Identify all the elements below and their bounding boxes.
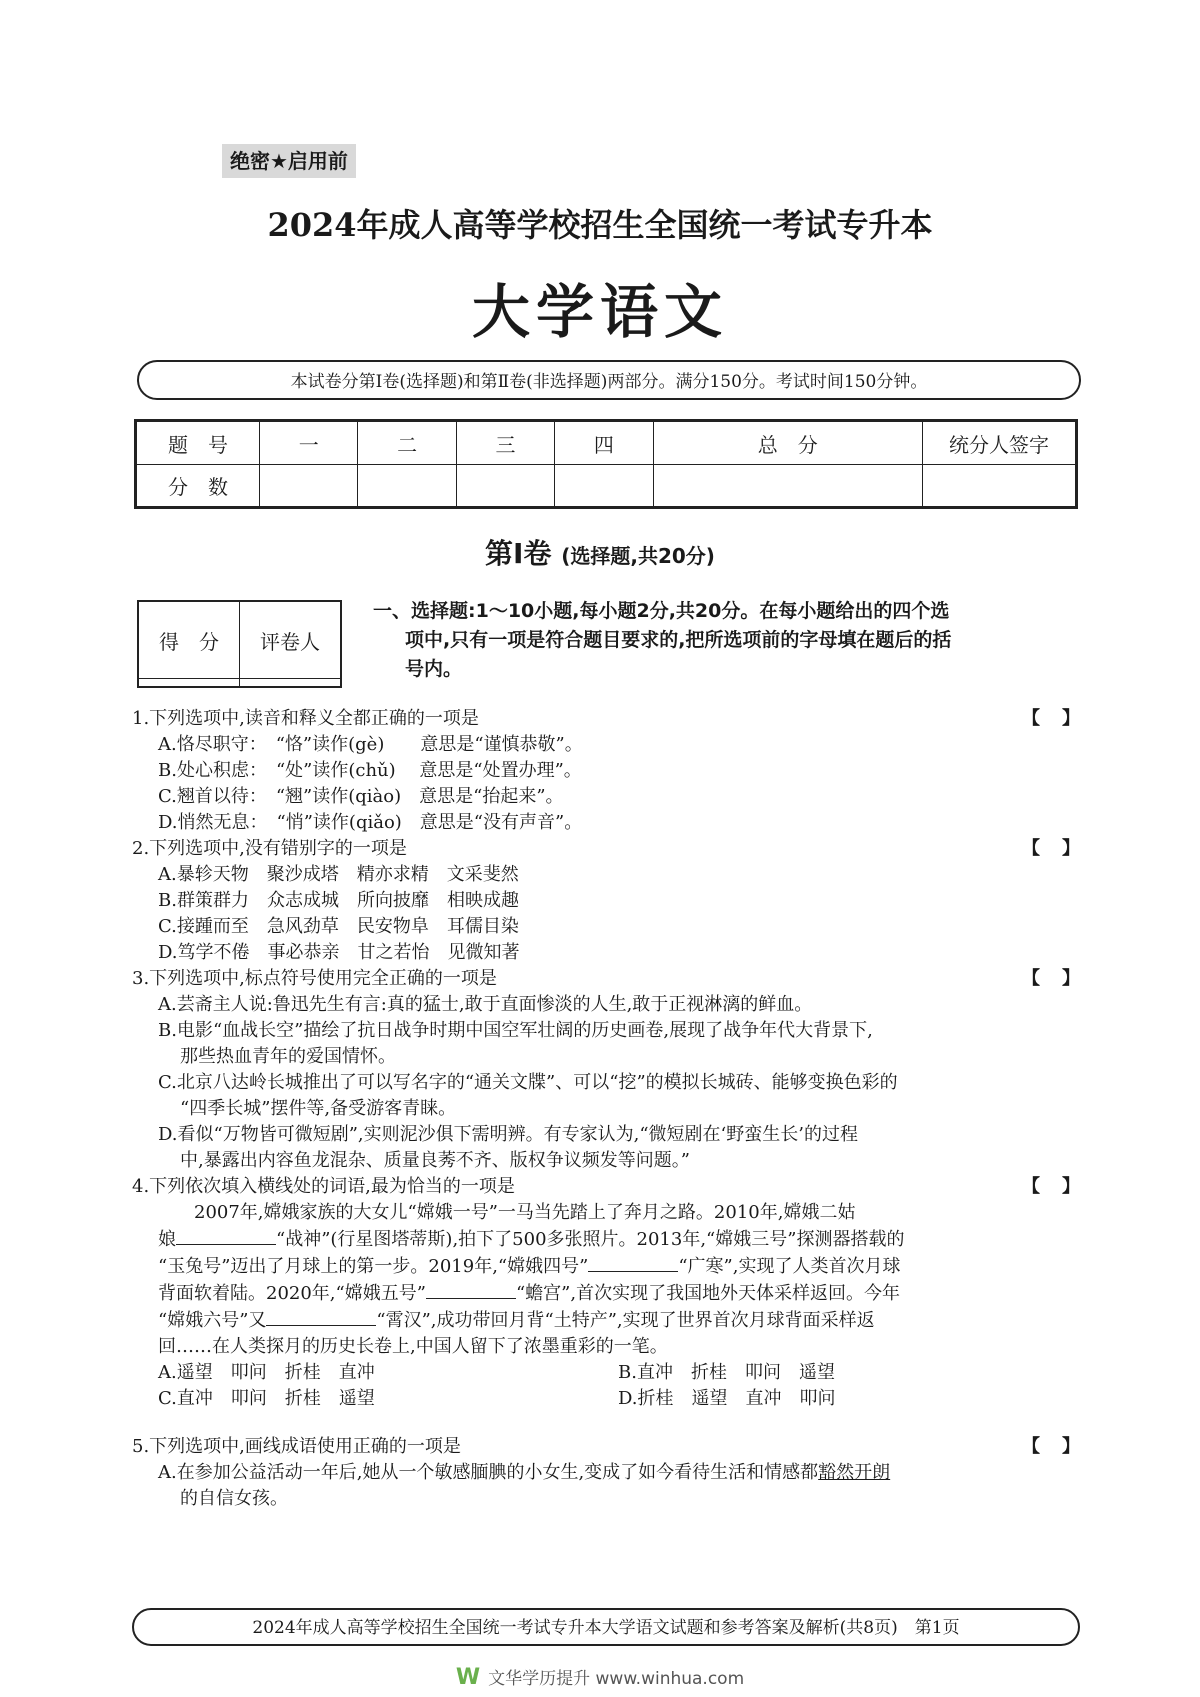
exam-intro: 本试卷分第Ⅰ卷(选择题)和第Ⅱ卷(非选择题)两部分。满分150分。考试时间150分钟。 [137,360,1081,400]
option-row [132,1360,1082,1386]
option-b: B.群策群力 众志成城 所向披靡 相映成趣 [158,890,519,911]
question-stem: 4.下列依次填入横线处的词语,最为恰当的一项是 [132,1176,515,1197]
score-table-header: 统分人签字 [923,421,1077,465]
answer-bracket[interactable]: 【 】 [1022,968,1082,989]
option-c [132,1070,1082,1122]
option-a: A.暴轸天物 聚沙成塔 精亦求精 文采斐然 [158,864,519,885]
option-a: A.恪尽职守： “恪”读作(gè) 意思是“谨慎恭敬”。 [158,734,583,755]
option-b: B.处心积虑： “处”读作(chǔ) 意思是“处置办理”。 [158,760,582,781]
option-a: A.遥望 叩问 折桂 直冲 [158,1362,375,1383]
score-cell[interactable] [456,465,554,508]
option-row [132,1386,1082,1412]
option-c: C.翘首以待： “翘”读作(qiào) 意思是“抬起来”。 [158,786,564,807]
part-subtitle: (选择题,共20分) [561,544,715,568]
passage-text: 娘 [158,1229,176,1250]
fill-blank[interactable] [588,1253,678,1272]
passage-line [132,1253,1082,1280]
passage-line: 回……在人类探月的历史长卷上,中国人留下了浓墨重彩的一笔。 [158,1336,668,1357]
passage-line: 2007年,嫦娥家族的大女儿“嫦娥一号”一马当先踏上了奔月之路。2010年,嫦娥二姑 [194,1202,856,1223]
option-a-line: 的自信女孩。 [180,1488,288,1509]
fill-blank[interactable] [176,1226,276,1245]
option-b: B.直冲 折桂 叩问 遥望 [618,1362,835,1383]
option-d-line: 中,暴露出内容鱼龙混杂、质量良莠不齐、版权争议频发等问题。” [180,1150,690,1171]
part-heading [0,532,1200,572]
passage-text: 背面软着陆。2020年,“嫦娥五号” [158,1283,426,1304]
option-d: D.笃学不倦 事必恭亲 甘之若怡 见微知著 [158,942,520,963]
question-stem: 3.下列选项中,标点符号使用完全正确的一项是 [132,968,497,989]
passage-text: “战神”(行星图塔蒂斯),拍下了500多张照片。2013年,“嫦娥三号”探测器搭载的 [276,1229,905,1250]
option-d: D.折桂 遥望 直冲 叩问 [618,1388,836,1409]
answer-bracket[interactable]: 【 】 [1022,708,1082,729]
option-a [132,1460,1082,1512]
score-table-header: 总 分 [653,421,923,465]
answer-bracket[interactable]: 【 】 [1022,838,1082,859]
page-footer: 2024年成人高等学校招生全国统一考试专升本大学语文试题和参考答案及解析(共8页) 第1页 [132,1608,1080,1646]
fill-blank[interactable] [266,1307,376,1326]
watermark [0,1664,1200,1690]
score-cell[interactable] [653,465,923,508]
question-stem: 5.下列选项中,画线成语使用正确的一项是 [132,1436,461,1457]
option-c-line: “四季长城”摆件等,备受游客青睐。 [180,1098,457,1119]
exam-title: 2024年成人高等学校招生全国统一考试专升本 [267,206,933,244]
question-1 [132,706,1082,836]
option-a-line: A.在参加公益活动一年后,她从一个敏感腼腆的小女生,变成了如今看待生活和情感都 [158,1462,819,1483]
subject-title: 大学语文 [471,278,728,346]
score-table-header: 题 号 [136,421,260,465]
question-stem: 1.下列选项中,读音和释义全都正确的一项是 [132,708,479,729]
watermark-text: 文华学历提升 www.winhua.com [488,1669,745,1689]
question-2 [132,836,1082,966]
grade-grader-cell[interactable] [240,679,342,687]
score-cell[interactable] [260,465,358,508]
score-cell[interactable] [923,465,1077,508]
option-b-line: B.电影“血战长空”描绘了抗日战争时期中国空军壮阔的历史画卷,展现了战争年代大背景下, [158,1020,873,1041]
section-instructions [373,597,1073,684]
grade-score-label: 得 分 [138,601,240,679]
option-c-line: C.北京八达岭长城推出了可以写名字的“通关文牒”、可以“挖”的模拟长城砖、能够变换色彩的 [158,1072,898,1093]
passage-line [132,1226,1082,1253]
option-a: A.芸斋主人说:鲁迅先生有言:真的猛士,敢于直面惨淡的人生,敢于正视淋漓的鲜血。 [158,994,813,1015]
grade-score-cell[interactable] [138,679,240,687]
score-table-header: 三 [456,421,554,465]
part-title: 第Ⅰ卷 [485,537,552,570]
grade-box [137,600,342,688]
score-cell[interactable] [555,465,653,508]
winhua-logo-icon: W [455,1665,481,1690]
question-5 [132,1434,1082,1512]
option-b [132,1018,1082,1070]
section-line: 一、选择题:1～10小题,每小题2分,共20分。在每小题给出的四个选 [373,600,950,622]
answer-bracket[interactable]: 【 】 [1022,1436,1082,1457]
section-line: 号内。 [405,658,463,680]
question-3 [132,966,1082,1174]
underlined-idiom: 豁然开朗 [818,1462,891,1483]
score-table-header: 一 [260,421,358,465]
passage-text: “广寒”,实现了人类首次月球 [678,1256,901,1277]
question-stem: 2.下列选项中,没有错别字的一项是 [132,838,407,859]
option-d [132,1122,1082,1174]
passage-line [132,1307,1082,1334]
score-row-label: 分 数 [136,465,260,508]
option-d-line: D.看似“万物皆可微短剧”,实则泥沙俱下需明辨。有专家认为,“微短剧在‘野蛮生长’的过程 [158,1124,859,1145]
passage-text: “霄汉”,成功带回月背“土特产”,实现了世界首次月球背面采样返 [376,1310,875,1331]
answer-bracket[interactable]: 【 】 [1022,1176,1082,1197]
score-table [134,419,1078,509]
passage-text: “嫦娥六号”又 [158,1310,267,1331]
score-table-header: 四 [555,421,653,465]
passage-line [132,1280,1082,1307]
option-b-line: 那些热血青年的爱国情怀。 [180,1046,396,1067]
score-table-header: 二 [358,421,456,465]
fill-blank[interactable] [426,1280,516,1299]
passage-text: “蟾宫”,首次实现了我国地外天体采样返回。今年 [515,1283,901,1304]
score-cell[interactable] [358,465,456,508]
question-4 [132,1174,1082,1412]
option-d: D.悄然无息： “悄”读作(qiǎo) 意思是“没有声音”。 [158,812,583,833]
confidential-label: 绝密★启用前 [222,144,356,178]
grade-grader-label: 评卷人 [240,601,342,679]
passage-text: “玉兔号”迈出了月球上的第一步。2019年,“嫦娥四号” [158,1256,589,1277]
section-line: 项中,只有一项是符合题目要求的,把所选项前的字母填在题后的括 [405,629,952,651]
option-c: C.接踵而至 急风劲草 民安物阜 耳儒目染 [158,916,519,937]
option-c: C.直冲 叩问 折桂 遥望 [158,1388,375,1409]
